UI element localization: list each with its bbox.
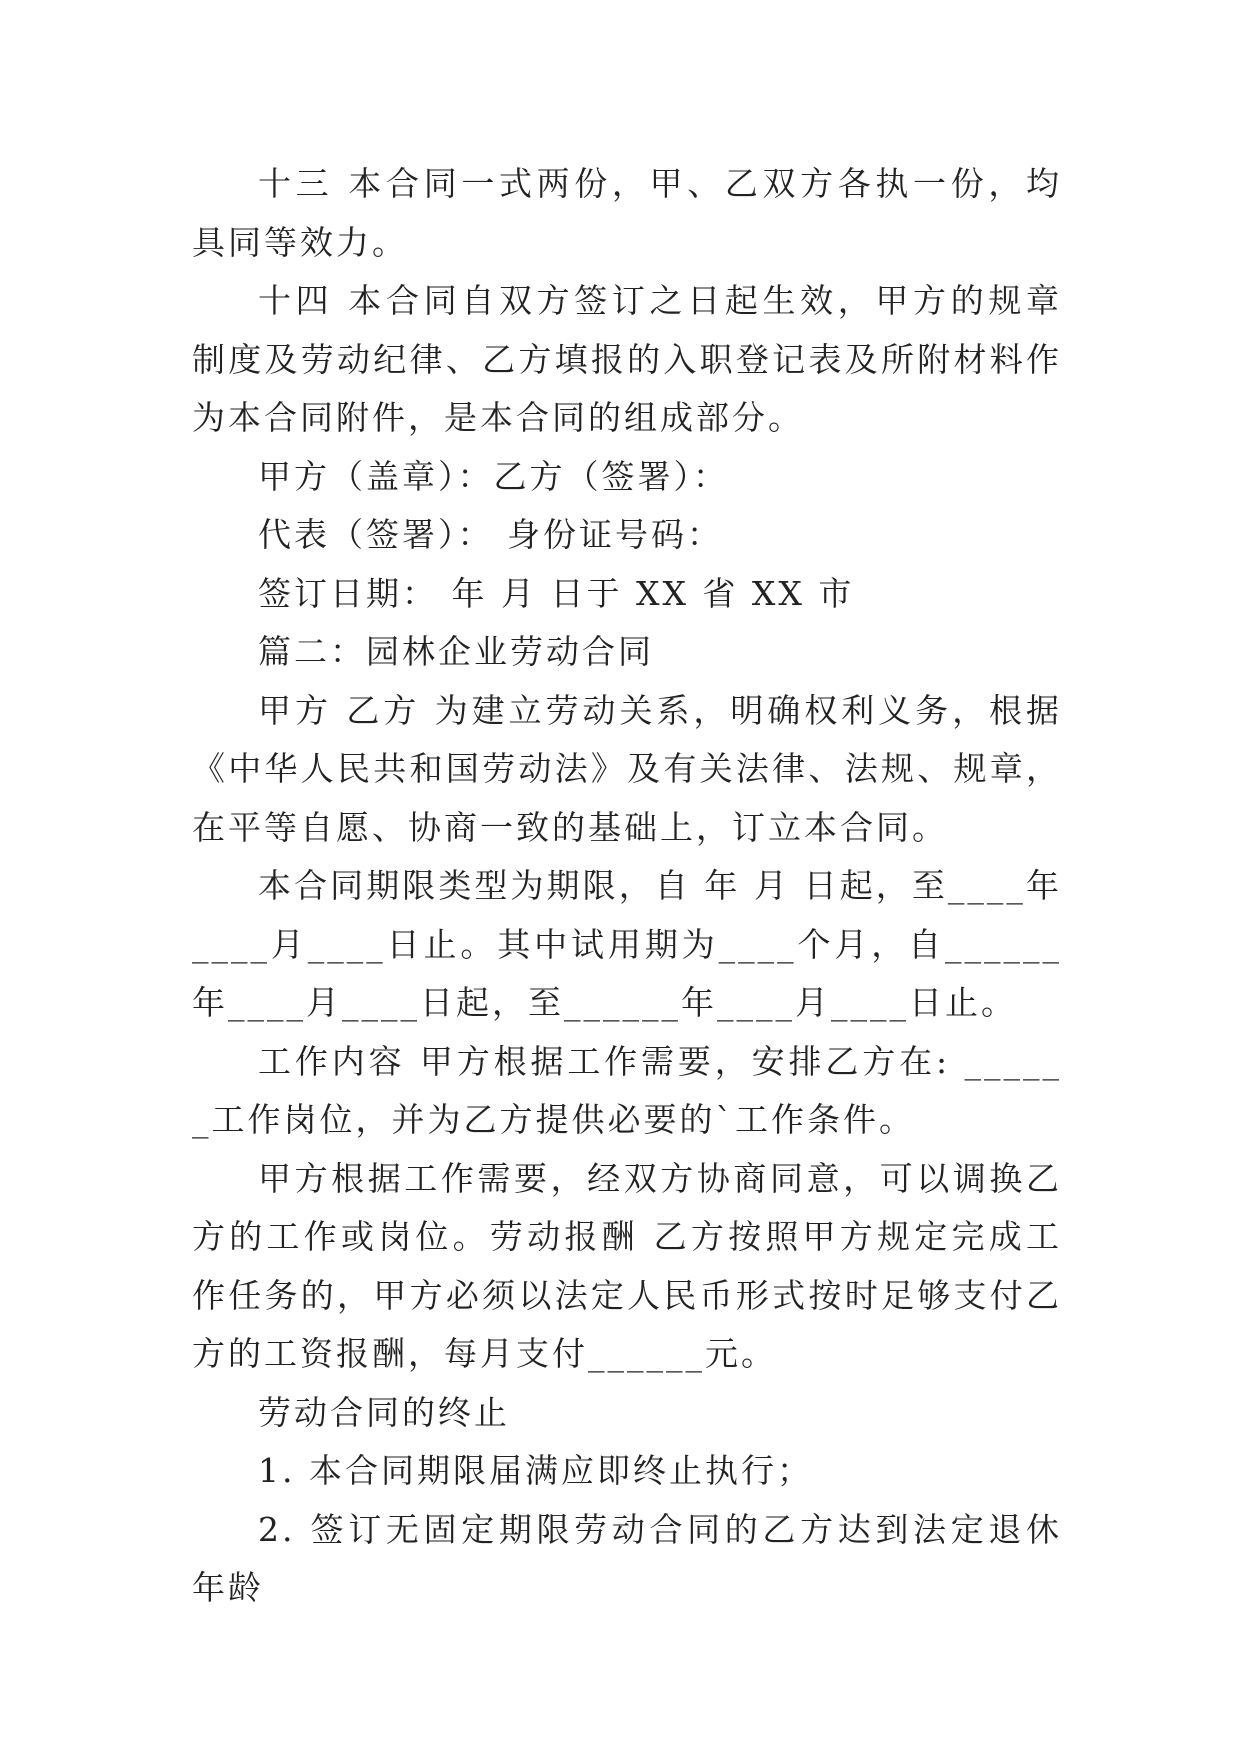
- list-item-termination-1: 1. 本合同期限届满应即终止执行；: [258, 1451, 813, 1490]
- paragraph-clause-14: 十四 本合同自双方签订之日起生效，甲方的规章制度及劳动纪律、乙方填报的入职登记表及所附材料作为本合同附件，是本合同的组成部分。: [192, 281, 1062, 437]
- paragraph-contract-term: 本合同期限类型为期限，自 年 月 日起，至____年____月____日止。其中试用期为____个月，自______年____月____日起，至______年____月____日止。: [192, 866, 1062, 1022]
- list-item-termination-2: 2. 签订无固定期限劳动合同的乙方达到法定退休年龄: [192, 1509, 1062, 1607]
- paragraph-preamble: 甲方 乙方 为建立劳动关系，明确权利义务，根据《中华人民共和国劳动法》及有关法律、法规、规章，在平等自愿、协商一致的基础上，订立本合同。: [192, 690, 1062, 847]
- paragraph-signing-date: 签订日期： 年 月 日于 XX 省 XX 市: [258, 573, 855, 613]
- document-body: [192, 155, 1062, 1618]
- section-heading: 篇二：园林企业劳动合同: [258, 632, 654, 671]
- paragraph-termination-heading: 劳动合同的终止: [258, 1392, 510, 1432]
- paragraph-work-content: 工作内容 甲方根据工作需要，安排乙方在: ______工作岗位，并为乙方提供必要的`工作条件。: [192, 1041, 1062, 1139]
- paragraph-remuneration: 甲方根据工作需要，经双方协商同意，可以调换乙方的工作或岗位。劳动报酬 乙方按照甲方规定完成工作任务的，甲方必须以法定人民币形式按时足够支付乙方的工资报酬，每月支付______元。: [192, 1158, 1062, 1373]
- paragraph-representative-id: 代表（签署）： 身份证号码：: [258, 515, 723, 554]
- paragraph-party-signatures: 甲方（盖章）：乙方（签署）：: [258, 456, 729, 496]
- paragraph-clause-13: 十三 本合同一式两份，甲、乙双方各执一份，均具同等效力。: [192, 164, 1062, 262]
